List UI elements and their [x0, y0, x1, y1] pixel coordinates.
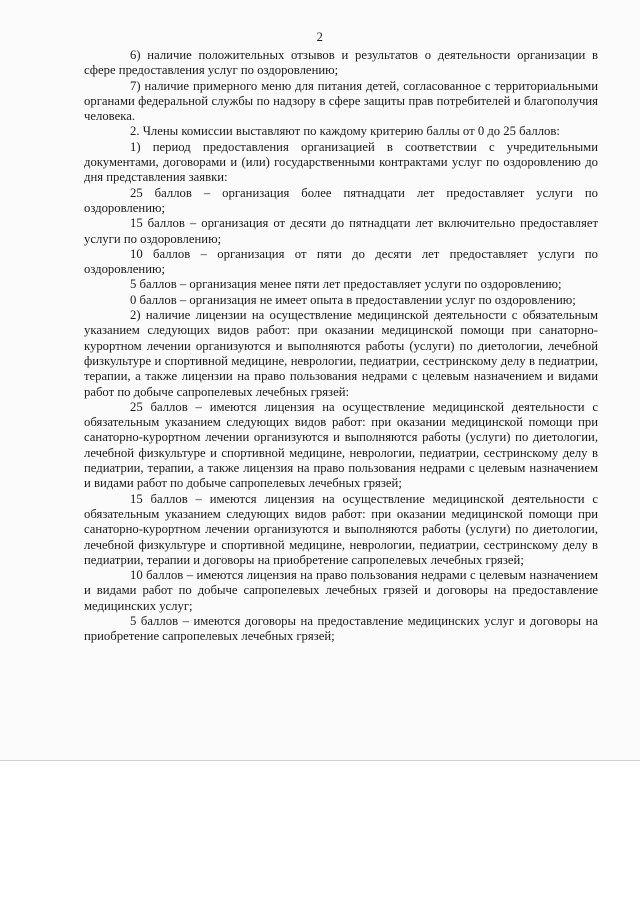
paragraph: 1) период предоставления организацией в соответствии с учредительными документами, договорами и (или) государственными контрактами услуг по оздоровлению до дня представления заявки:: [84, 139, 598, 185]
paragraph: 15 баллов – организация от десяти до пятнадцати лет включительно предоставляет услуги по оздоровлению;: [84, 216, 598, 246]
document-body: [84, 48, 598, 645]
paragraph: 5 баллов – организация менее пяти лет предоставляет услуги по оздоровлению;: [130, 277, 562, 292]
paragraph: 10 баллов – организация от пяти до десяти лет предоставляет услуги по оздоровлению;: [84, 246, 598, 277]
paragraph: 6) наличие положительных отзывов и результатов о деятельности организации в сфере предоставления услуг по оздоровлению;: [84, 48, 598, 78]
paragraph: 10 баллов – имеются лицензия на право пользования недрами с целевым назначением и видами работ по добыче сапропелевых лечебных грязей и договоры на предоставление медицинских услуг;: [84, 568, 598, 613]
paragraph: 7) наличие примерного меню для питания детей, согласованное с территориальными органами федеральной службы по надзору в сфере защиты прав потребителей и благополучия человека.: [84, 78, 598, 124]
page-number: 2: [316, 30, 324, 44]
paragraph: 2. Члены комиссии выставляют по каждому критерию баллы от 0 до 25 баллов:: [130, 124, 560, 139]
paragraph: 2) наличие лицензии на осуществление медицинской деятельности с обязательным указанием следующих видов работ: при оказании медицинской помощи при санаторно-курортном лечении организуются и выполняются работы (услуги) по диетологии, лечебной физкультуре и спортивной медицине, неврологии, педиатрии, сестринскому делу в педиатрии, терапии, а также лицензии на право пользования недрами с целевым назначением и видами работ по добыче сапропелевых лечебных грязей:: [84, 308, 598, 399]
paragraph: 25 баллов – организация более пятнадцати лет предоставляет услуги по оздоровлению;: [84, 185, 598, 215]
paragraph: 25 баллов – имеются лицензия на осуществление медицинской деятельности с обязательным указанием следующих видов работ: при оказании медицинской помощи при санаторно-курортном лечении организуются и выполняются работы (услуги) по диетологии, лечебной физкультуре и спортивной медицине, неврологии, педиатрии, сестринскому делу в педиатрии, терапии, а также лицензия на право пользования недрами с целевым назначением и видами работ по добыче сапропелевых лечебных грязей;: [84, 399, 598, 491]
paragraph: 0 баллов – организация не имеет опыта в предоставлении услуг по оздоровлению;: [130, 292, 576, 307]
paragraph: 15 баллов – имеются лицензия на осуществление медицинской деятельности с обязательным указанием следующих видов работ: при оказании медицинской помощи при санаторно-курортном лечении организуются и выполняются работы (услуги) по диетологии, лечебной физкультуре и спортивной медицине, неврологии, педиатрии, сестринскому делу в педиатрии, терапии и договоры на приобретение сапропелевых лечебных грязей;: [84, 491, 598, 567]
paragraph: 5 баллов – имеются договоры на предоставление медицинских услуг и договоры на приобретение сапропелевых лечебных грязей;: [84, 613, 598, 644]
